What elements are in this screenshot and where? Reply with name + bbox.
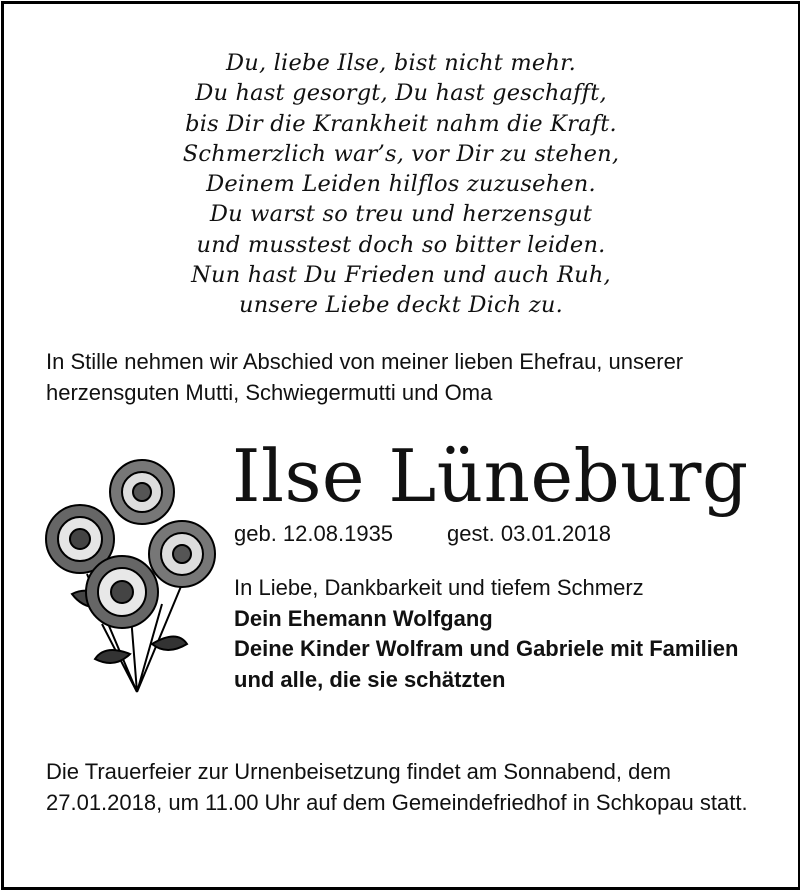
- mourner-children: Deine Kinder Wolfram und Gabriele mit Familien: [234, 636, 739, 661]
- poem-line: Nun hast Du Frieden und auch Ruh,: [191, 262, 611, 289]
- obituary-frame: [1, 1, 800, 890]
- mourner-husband: Dein Ehemann Wolfgang: [234, 605, 493, 631]
- mourners: [234, 573, 754, 695]
- poem-line: bis Dir die Krankheit nahm die Kraft.: [185, 110, 617, 137]
- poem-line: Du hast gesorgt, Du hast geschafft,: [195, 80, 607, 107]
- poem: [4, 48, 798, 321]
- poem-line: Schmerzlich war’s, vor Dir zu stehen,: [182, 140, 620, 167]
- poem-line: Deinem Leiden hilflos zuzusehen.: [206, 171, 596, 198]
- poem-line: Du warst so treu und herzensgut: [209, 201, 593, 228]
- poem-line: unsere Liebe deckt Dich zu.: [239, 292, 563, 319]
- farewell-intro: In Stille nehmen wir Abschied von meiner lieben Ehefrau, unserer herzensguten Mutti, Schwiegermutti und Oma: [46, 349, 684, 405]
- roses-illustration: [42, 454, 232, 694]
- poem-line: Du, liebe Ilse, bist nicht mehr.: [226, 50, 576, 76]
- mourner-others: und alle, die sie schätzten: [234, 666, 506, 692]
- birth-date: geb. 12.08.1935: [234, 521, 394, 546]
- mourners-lead: In Liebe, Dankbarkeit und tiefem Schmerz: [234, 575, 644, 600]
- death-date: gest. 03.01.2018: [447, 521, 611, 546]
- service-notice: Die Trauerfeier zur Urnenbeisetzung findet am Sonnabend, dem 27.01.2018, um 11.00 Uhr auf dem Gemeindefriedhof in Schkopau statt.: [46, 759, 748, 815]
- poem-line: und musstest doch so bitter leiden.: [196, 231, 606, 258]
- deceased-name: Ilse Lüneburg: [232, 434, 749, 518]
- life-dates: [234, 518, 611, 550]
